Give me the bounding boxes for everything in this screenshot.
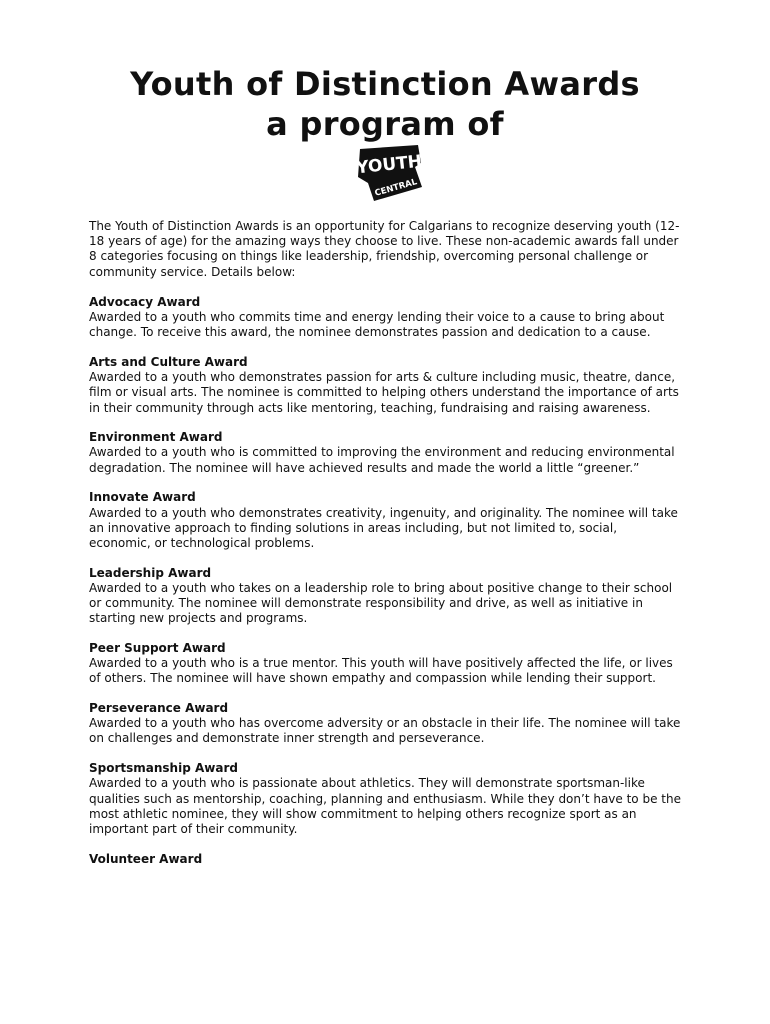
youth-central-logo [354,143,426,203]
award-peer-support [89,641,681,687]
award-innovate [89,490,681,551]
logo-text-bottom: CENTRAL [373,177,419,199]
award-heading: Volunteer Award [89,851,203,866]
award-volunteer [89,852,681,867]
award-description: Awarded to a youth who takes on a leadership role to bring about positive change to their school or community. The nominee will demonstrate responsibility and drive, as well as initiative in starting new projects and programs. [89,580,673,626]
award-heading: Advocacy Award [89,294,201,309]
page-title: Youth of Distinction Awards [130,65,640,103]
award-description: Awarded to a youth who is committed to improving the environment and reducing environmental degradation. The nominee will have achieved results and made the world a little “greener.” [89,445,675,475]
award-description: Awarded to a youth who is passionate about athletics. They will demonstrate sportsman-like qualities such as mentorship, coaching, planning and enthusiasm. While they don’t have to be the most athletic nominee, they will show commitment to helping others recognize sport as an important part of their community. [89,776,681,836]
award-description: Awarded to a youth who commits time and energy lending their voice to a cause to bring about change. To receive this award, the nominee demonstrates passion and dedication to a cause. [89,310,665,340]
page-subtitle: a program of [266,105,504,143]
award-arts-and-culture [89,355,681,416]
award-description: Awarded to a youth who demonstrates passion for arts & culture including music, theatre, dance, film or visual arts. The nominee is committed to helping others understand the importance of arts in their community through acts like mentoring, teaching, fundraising and raising awareness. [89,370,679,415]
award-heading: Peer Support Award [89,640,226,655]
award-heading: Perseverance Award [89,701,229,716]
award-description: Awarded to a youth who has overcome adversity or an obstacle in their life. The nominee will take on challenges and demonstrate inner strength and perseverance. [89,716,681,746]
award-advocacy [89,295,681,341]
award-heading: Leadership Award [89,565,212,580]
document-body [89,219,681,881]
award-heading: Sportsmanship Award [89,761,238,776]
award-heading: Innovate Award [89,490,196,505]
award-perseverance [89,701,681,747]
award-heading: Environment Award [89,430,223,445]
award-environment [89,430,681,476]
logo-text-top: YOUTH [355,151,423,179]
award-description: Awarded to a youth who demonstrates creativity, ingenuity, and originality. The nominee will take an innovative approach to finding solutions in areas including, but not limited to, social, economic, or technological problems. [89,505,678,550]
intro-paragraph: The Youth of Distinction Awards is an opportunity for Calgarians to recognize deserving youth (12-18 years of age) for the amazing ways they choose to live. These non-academic awards fall under 8 categories focusing on things like leadership, friendship, overcoming personal challenge or community service. Details below: [89,219,680,279]
award-leadership [89,566,681,627]
award-description: Awarded to a youth who is a true mentor. This youth will have positively affected the life, or lives of others. The nominee will have shown empathy and compassion while lending their support. [89,656,673,686]
award-heading: Arts and Culture Award [89,354,248,369]
award-sportsmanship [89,761,681,837]
